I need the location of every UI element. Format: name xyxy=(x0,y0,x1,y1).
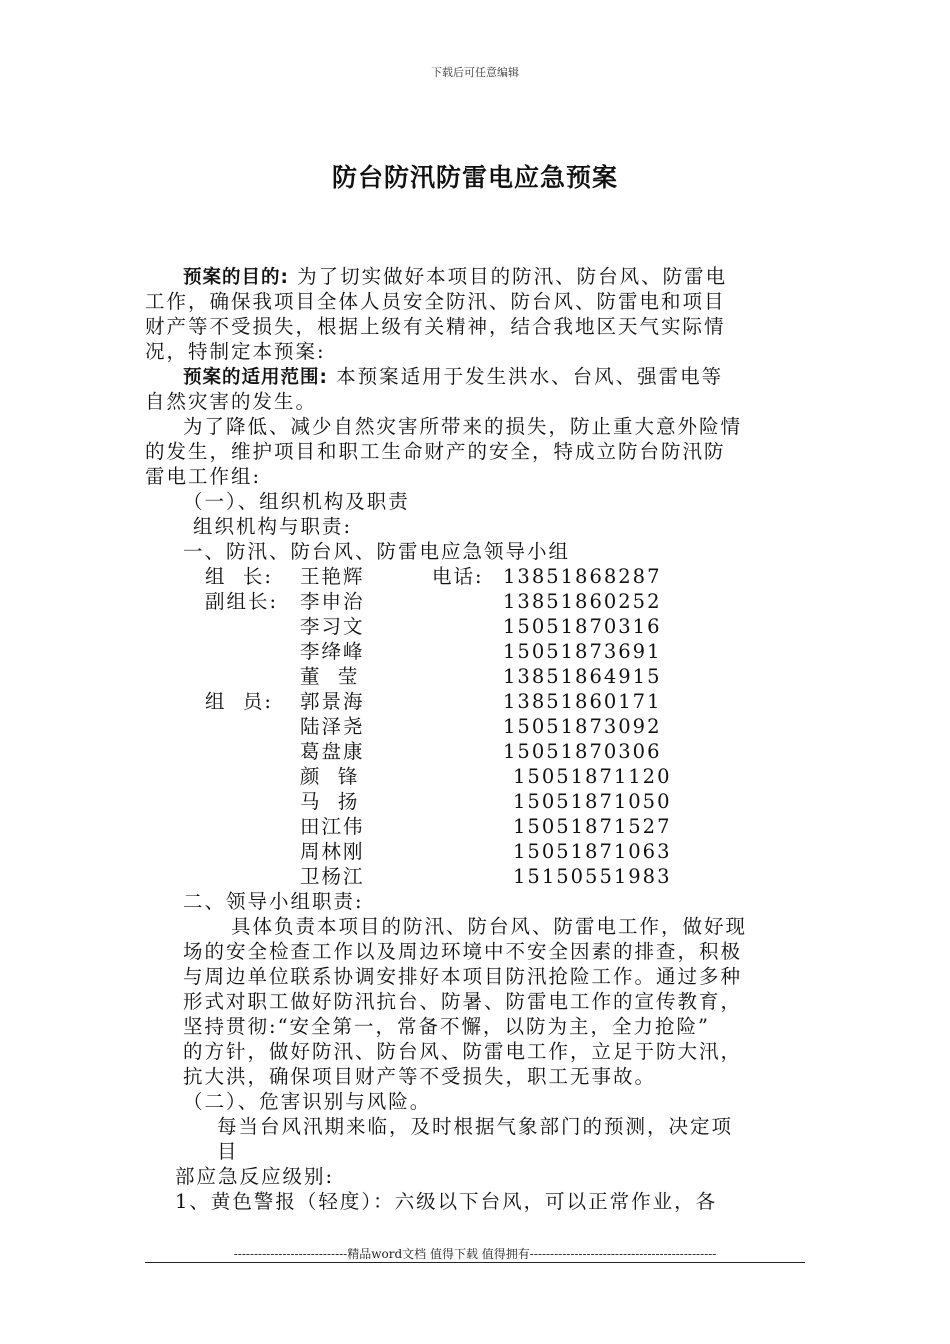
roster-row xyxy=(145,564,810,589)
scope-text-1: 本预案适用于发生洪水、台风、强雷电等 xyxy=(336,365,724,388)
roster-row xyxy=(145,739,810,764)
roster-phone: 15051871050 xyxy=(513,790,672,813)
roster-row xyxy=(145,589,810,614)
roster-row xyxy=(145,864,810,889)
section3-line-1: 每当台风汛期来临，及时根据气象部门的预测，决定项 xyxy=(217,1115,734,1138)
purpose-line-4: 况，特制定本预案: xyxy=(145,340,326,363)
roster-row xyxy=(145,814,810,839)
roster-phone: 15051870306 xyxy=(503,740,662,763)
scope-label: 预案的适用范围: xyxy=(183,367,328,388)
roster-name: 马 扬 xyxy=(300,790,360,813)
purpose-text-1: 为了切实做好本项目的防汛、防台风、防雷电 xyxy=(297,265,728,288)
purpose-label: 预案的目的: xyxy=(183,267,289,288)
scope-line-1 xyxy=(145,364,810,389)
purpose-line-1 xyxy=(145,264,810,289)
section1-subheading: 组织机构与职责: xyxy=(193,515,353,538)
section2-heading: 二、领导小组职责: xyxy=(183,890,364,913)
section2-line-2: 场的安全检查工作以及周边环境中不安全因素的排查，积极 xyxy=(183,940,743,963)
roster-table xyxy=(145,564,810,889)
roster-row xyxy=(145,614,810,639)
document-title: 防台防汛防雷电应急预案 xyxy=(331,163,618,192)
roster-name: 李习文 xyxy=(300,615,365,638)
intro-line-2: 的发生，维护项目和职工生命财产的安全，特成立防台防汛防 xyxy=(145,440,726,463)
roster-phone: 15051871120 xyxy=(513,765,672,788)
roster-row xyxy=(145,714,810,739)
section3-line-2: 目 xyxy=(217,1140,239,1163)
roster-name: 葛盘康 xyxy=(300,740,365,763)
section2-line-7: 抗大洪，确保项目财产等不受损失，职工无事故。 xyxy=(183,1065,657,1088)
roster-phone: 15150551983 xyxy=(513,865,672,888)
roster-phone: 15051871527 xyxy=(513,815,672,838)
roster-row xyxy=(145,664,810,689)
section2-line-1: 具体负责本项目的防汛、防台风、防雷电工作，做好现 xyxy=(231,915,748,938)
footer-divider xyxy=(145,1262,805,1263)
roster-name: 李申治 xyxy=(300,590,365,613)
page-header-note: 下载后可任意编辑 xyxy=(431,66,519,79)
roster-row xyxy=(145,639,810,664)
section3-line-4: 1、黄色警报（轻度）：六级以下台风，可以正常作业，各 xyxy=(175,1190,718,1213)
document-body xyxy=(145,264,810,1214)
roster-row xyxy=(145,839,810,864)
section1-heading: （一）、组织机构及职责 xyxy=(183,490,410,513)
purpose-line-2: 工作，确保我项目全体人员安全防汛、防台风、防雷电和项目 xyxy=(145,290,726,313)
page-footer: ----------------------------精品word文档 值得下载 值得拥有---------------------------------------------- xyxy=(233,1247,717,1261)
section2-line-4: 形式对职工做好防汛抗台、防暑、防雷电工作的宣传教育， xyxy=(183,990,743,1013)
roster-phone: 13851860252 xyxy=(503,590,662,613)
scope-line-2: 自然灾害的发生。 xyxy=(145,390,318,413)
intro-line-1: 为了降低、减少自然灾害所带来的损失，防止重大意外险情 xyxy=(183,415,743,438)
roster-name: 陆泽尧 xyxy=(300,715,365,738)
roster-row xyxy=(145,689,810,714)
roster-name: 卫杨江 xyxy=(300,865,365,888)
roster-phone: 15051871063 xyxy=(513,840,672,863)
roster-name: 田江伟 xyxy=(300,815,365,838)
section2-line-3: 与周边单位联系协调安排好本项目防汛抢险工作。通过多种 xyxy=(183,965,743,988)
roster-name: 李绛峰 xyxy=(300,640,365,663)
section3-heading: （二）、危害识别与风险。 xyxy=(183,1090,432,1113)
roster-phone: 15051873691 xyxy=(503,640,662,663)
roster-name: 王艳辉 xyxy=(300,565,365,588)
section2-line-5: 坚持贯彻:“安全第一，常备不懈，以防为主，全力抢险” xyxy=(183,1015,711,1038)
roster-role: 组 长: xyxy=(205,565,273,588)
roster-row xyxy=(145,764,810,789)
roster-name: 颜 锋 xyxy=(300,765,360,788)
roster-phone: 13851868287 xyxy=(503,565,662,588)
section2-line-6: 的方针，做好防汛、防台风、防雷电工作，立足于防大汛， xyxy=(183,1040,743,1063)
roster-phone: 13851864915 xyxy=(503,665,662,688)
phone-label: 电话: xyxy=(432,565,484,588)
roster-phone: 15051870316 xyxy=(503,615,662,638)
section3-line-3: 部应急反应级别: xyxy=(175,1165,335,1188)
roster-role: 副组长: xyxy=(205,590,279,613)
roster-row xyxy=(145,789,810,814)
group-title: 一、防汛、防台风、防雷电应急领导小组 xyxy=(183,540,571,563)
roster-phone: 15051873092 xyxy=(503,715,662,738)
purpose-line-3: 财产等不受损失，根据上级有关精神，结合我地区天气实际情 xyxy=(145,315,726,338)
intro-line-3: 雷电工作组: xyxy=(145,465,262,488)
roster-name: 周林刚 xyxy=(300,840,365,863)
roster-role: 组 员: xyxy=(205,690,273,713)
roster-phone: 13851860171 xyxy=(503,690,662,713)
roster-name: 董 莹 xyxy=(300,665,360,688)
roster-name: 郭景海 xyxy=(300,690,365,713)
